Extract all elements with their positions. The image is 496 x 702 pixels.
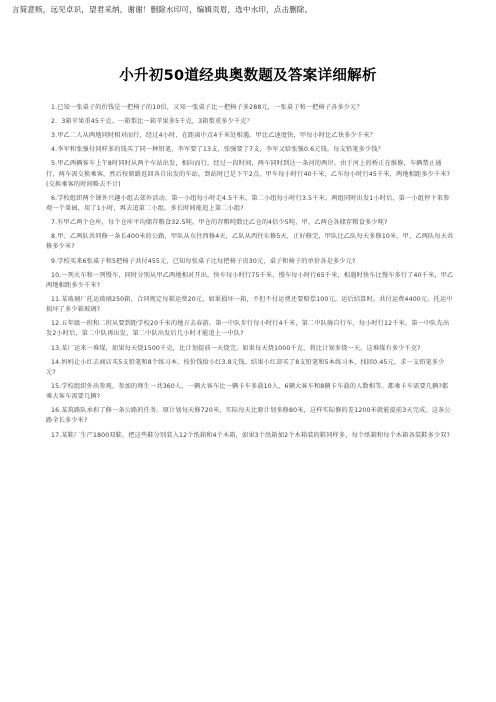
page-title: 小升初50道经典奥数题及答案详细解析 [119,68,377,84]
question-15: 15.学校组织外出参观，参加的师生一共360人，一辆大客车比一辆卡车多载10人，6辆大客车和8辆卡车载的人数相等。都乘卡车需要几辆?都乘大客车需要几辆? [46,382,449,401]
question-2: 2．3箱苹果重45千克。一箱梨比一箱苹果多5千克，3箱梨重多少千克？ [51,118,253,126]
question-12: 12.五年级一班和二班从要到距学校20千米的地方去春游。第一中队步行每小时行4千米，第二中队骑自行车，每小时行12千米。第一中队先出发2小时后，第二中队再出发，第二中队出发后几小时才能追上一中队? [46,320,450,338]
question-13: 13.某厂运来一堆煤，如果每天烧1500千克，比计划提前一天烧完。如果每天烧1000千克，将比计划多烧一天。这堆煤有多少千克? [51,344,421,352]
question-1: 1.已知一张桌子的价钱是一把椅子的10倍，又知一张桌子比一把椅子多288元，一张桌子和一把椅子各多少元？ [51,104,363,111]
question-11: 11.某玻璃厂托运玻璃250箱，合同规定每箱运费20元，如果损坏一箱，不但不付运费还要赔偿100元。运后结算时，共付运费4400元。托运中损坏了多少箱玻璃? [46,295,453,314]
question-10: 10.一列火车和一列慢车，同时分别从甲乙两地相对开出。快车每小时行75千米，慢车每小时行65千米，相遇时快车比慢车多行了40千米，甲乙两地相距多少千米? [46,271,454,289]
question-14: 14.妈妈让小红去商店买5支铅笔和8个练习本，按价钱给小红3.8元钱。结果小红却买了8支铅笔和5本练习本，找回0.45元，求一支铅笔多少元? [46,358,445,376]
question-8: 8.甲、乙两队共同修一条长400米的公路，甲队从东往西修4天，乙队从西往东修5天，正好修完，甲队比乙队每天多修10米。甲、乙两队每天共修多少米? [46,233,454,251]
question-7: 7.有甲乙两个仓库，每个仓库平均储存粮食32.5吨。甲仓的存粮吨数比乙仓的4倍少5吨，甲、乙两仓各储存粮食多少吨? [51,219,388,227]
question-6: 6.学校组织两个课外兴趣小组去郊外活动。第一小组每小时走4.5千米，第二小组每小时行3.5千米。两组同时出发1小时后，第一小组停下来参观一个果园，用了1小时，再去追第二小组。多长时间能追上第二小组? [46,194,450,213]
question-4: 4.李军和张强付同样多的钱买了同一种铅笔，李军要了13支，张强要了7支，李军又给张强0.6元钱。每支铅笔多少钱？ [51,146,384,154]
question-16: 16.某筑路队承担了修一条公路的任务。原计划每天修720米，实际每天比原计划多修80米，这样实际修的差1200米就能提前3天完成。这条公路全长多少米? [46,407,451,425]
question-17: 17.某鞋厂生产1800双鞋，把这些鞋分别装入12个纸箱和4个木箱，如果3个纸箱加2个木箱装的鞋同样多，每个纸箱和每个木箱各装鞋多少双? [51,431,451,439]
question-5: 5.甲乙两辆客车上午8时同时从两个车站出发，相向而行，经过一段时间，两车同时到达一条河的两岸。由于河上的桥正在维修，车辆禁止通行，两车需交换乘客，然后按原路返回各自出发的车站，到站时已是下午2点。甲车每小时行40千米，乙车每小时行45千米，两地相距多少千米?(交换乘客的时间略去不计) [46,160,451,188]
question-9: 9.学校买来6张桌子和5把椅子共付455元，已知每张桌子比每把椅子贵30元，桌子和椅子的单价各是多少元? [51,257,356,265]
question-3: 3.甲乙二人从两地同时相对而行，经过4小时，在距离中点4千米处相遇。甲比乙速度快，甲每小时比乙快多少千米？ [51,132,376,140]
header-note: 言简意赅，远见卓识，望君采纳，谢谢！删除水印可，编辑页眉，选中水印，点击删除。 [12,5,313,14]
question-list [46,103,454,445]
